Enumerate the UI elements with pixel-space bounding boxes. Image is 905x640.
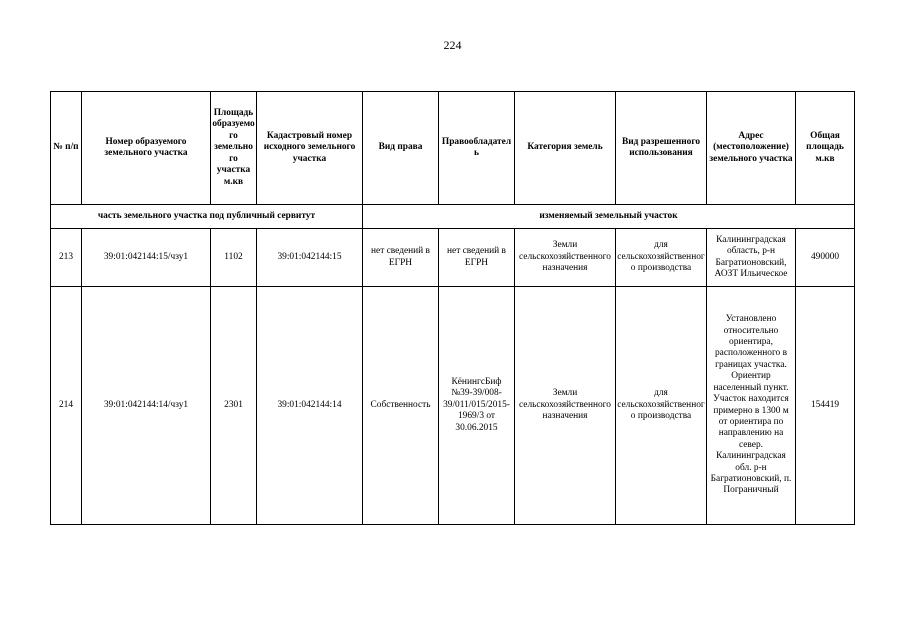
cell-cadastral: 39:01:042144:14: [257, 287, 363, 525]
table-row: [51, 287, 855, 525]
header-cadastral: Кадастровый номер исходного земельного участка: [257, 92, 363, 205]
cell-right-type: нет сведений в ЕГРН: [363, 229, 439, 287]
header-address: Адрес (местоположение) земельного участка: [707, 92, 796, 205]
cell-address: Калининградская область, р-н Багратионовский, АОЗТ Ильическое: [707, 229, 796, 287]
cell-owner: КёнингсБиф №39-39/008-39/011/015/2015-1969/3 от 30.06.2015: [439, 287, 515, 525]
section-servitude-part: часть земельного участка под публичный сервитут: [51, 205, 363, 229]
cell-category: Земли сельскохозяйственного назначения: [515, 287, 616, 525]
section-row: [51, 205, 855, 229]
header-total-area: Общая площадь м.кв: [796, 92, 855, 205]
cell-new-number: 39:01:042144:15/чзу1: [82, 229, 211, 287]
cell-area: 1102: [211, 229, 257, 287]
cell-address: Установлено относительно ориентира, расположенного в границах участка. Ориентир населенный пункт. Участок находится примерно в 1300 м от ориентира по направлению на север. Калининградская обл. р-н Багратионовский, п. Пограничный: [707, 287, 796, 525]
cell-category: Земли сельскохозяйственного назначения: [515, 229, 616, 287]
land-plot-table: [50, 91, 855, 525]
header-category: Категория земель: [515, 92, 616, 205]
header-area: Площадь образуемого земельного участка м.кв: [211, 92, 257, 205]
header-owner: Правообладатель: [439, 92, 515, 205]
cell-num: 213: [51, 229, 82, 287]
header-num: № п/п: [51, 92, 82, 205]
header-right-type: Вид права: [363, 92, 439, 205]
cell-new-number: 39:01:042144:14/чзу1: [82, 287, 211, 525]
cell-right-type: Собственность: [363, 287, 439, 525]
section-changed-plot: изменяемый земельный участок: [363, 205, 855, 229]
table-row: [51, 229, 855, 287]
cell-use-type: для сельскохозяйственного производства: [616, 287, 707, 525]
cell-area: 2301: [211, 287, 257, 525]
page-number: 224: [443, 38, 462, 52]
header-new-number: Номер образуемого земельного участка: [82, 92, 211, 205]
cell-owner: нет сведений в ЕГРН: [439, 229, 515, 287]
cell-total-area: 490000: [796, 229, 855, 287]
cell-total-area: 154419: [796, 287, 855, 525]
table-header-row: [51, 92, 855, 205]
header-use-type: Вид разрешенного использования: [616, 92, 707, 205]
cell-num: 214: [51, 287, 82, 525]
cell-cadastral: 39:01:042144:15: [257, 229, 363, 287]
cell-use-type: для сельскохозяйственного производства: [616, 229, 707, 287]
